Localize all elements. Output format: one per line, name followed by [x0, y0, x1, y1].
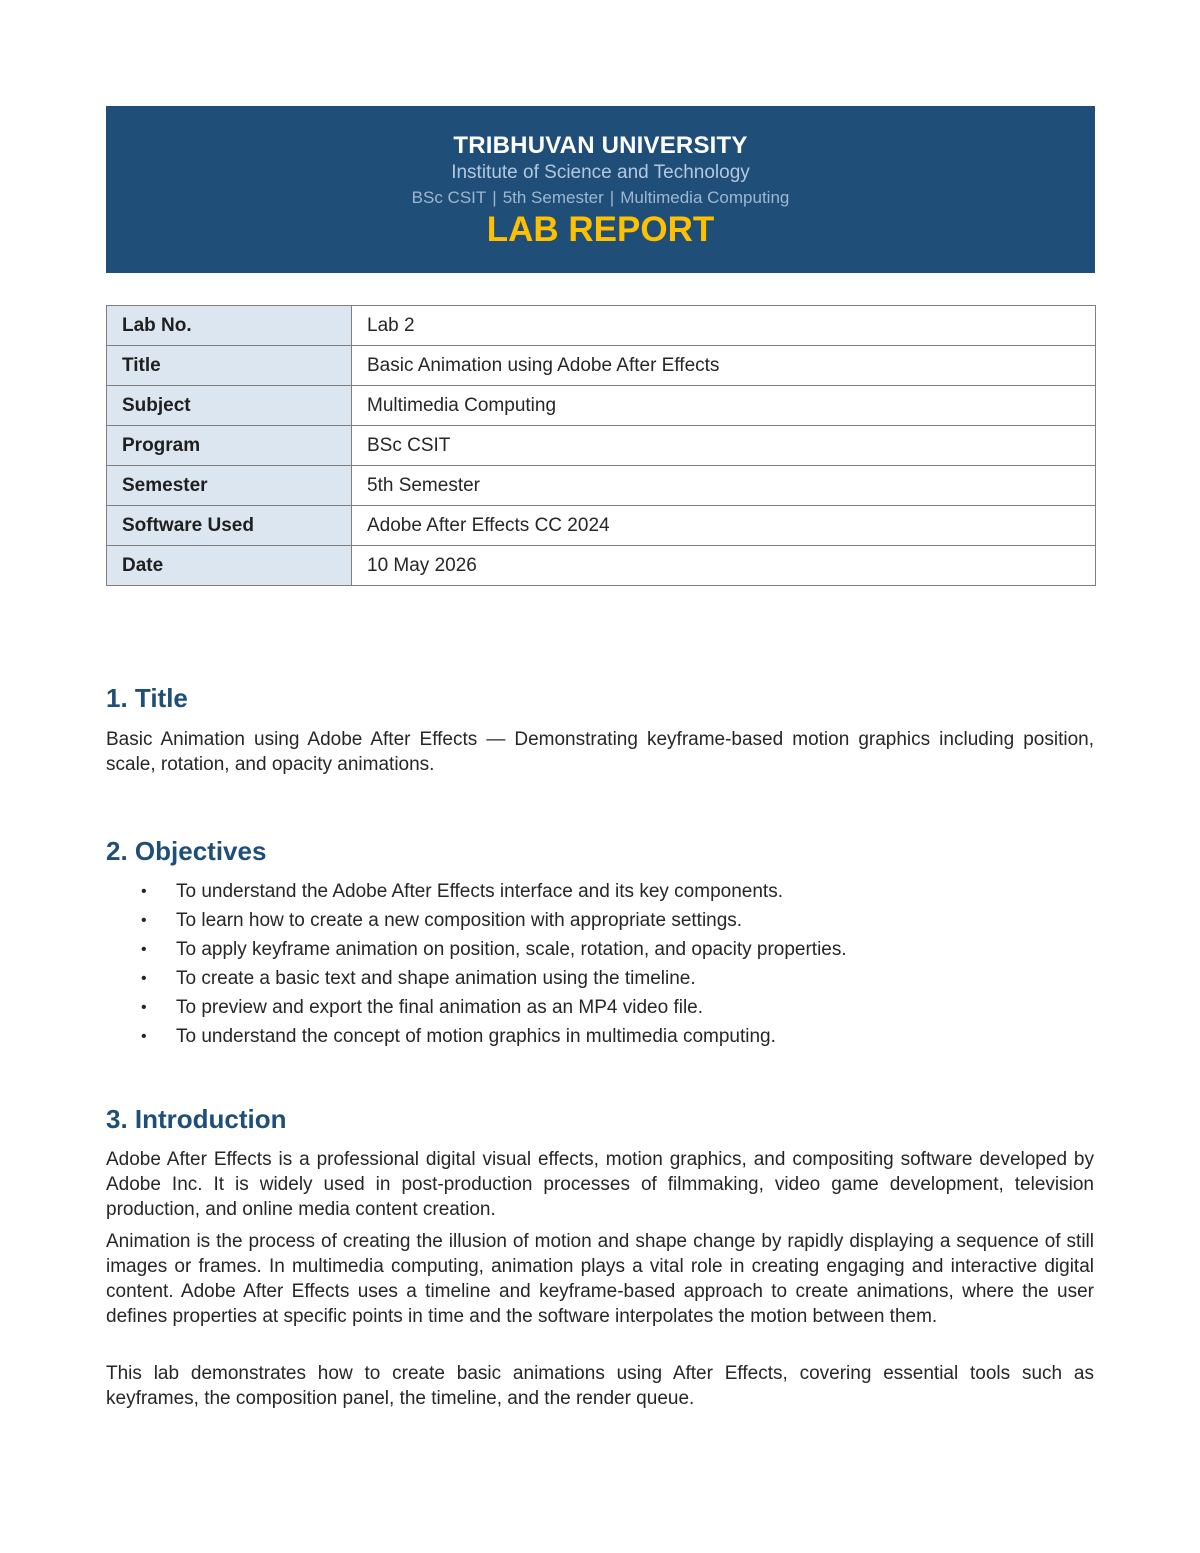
row-value: 5th Semester	[352, 466, 1096, 506]
objective-text: To preview and export the final animation as an MP4 video file.	[176, 997, 704, 1018]
table-row	[107, 546, 1096, 586]
university-name: TRIBHUVAN UNIVERSITY	[453, 132, 748, 159]
list-item	[106, 935, 1094, 964]
section-heading-introduction: 3. Introduction	[106, 1104, 287, 1134]
table-row	[107, 346, 1096, 386]
row-key: Lab No.	[107, 306, 352, 346]
row-key: Subject	[107, 386, 352, 426]
program-subject: Multimedia Computing	[620, 188, 790, 207]
table-row	[107, 306, 1096, 346]
intro-paragraph: This lab demonstrates how to create basic animations using After Effects, covering essential tools such as keyframes, the composition panel, the timeline, and the render queue.	[106, 1363, 1094, 1409]
section-heading-title: 1. Title	[106, 683, 188, 713]
row-value: Multimedia Computing	[352, 386, 1096, 426]
bullet-icon: •	[141, 883, 147, 900]
bullet-icon: •	[141, 941, 147, 958]
objectives-list	[106, 877, 1094, 1051]
table-row	[107, 386, 1096, 426]
list-item	[106, 877, 1094, 906]
row-value: Lab 2	[352, 306, 1096, 346]
institute-name: Institute of Science and Technology	[451, 162, 750, 183]
program-degree: BSc CSIT	[411, 188, 487, 207]
table-row	[107, 466, 1096, 506]
intro-paragraph: Adobe After Effects is a professional digital visual effects, motion graphics, and compositing software developed by Adobe Inc. It is widely used in post-production processes of filmmaking, video game development, television production, and online media content creation.	[106, 1149, 1094, 1220]
objective-text: To create a basic text and shape animation using the timeline.	[176, 968, 696, 989]
table-row	[107, 426, 1096, 466]
separator: |	[609, 188, 615, 207]
bullet-icon: •	[141, 999, 147, 1016]
objective-text: To learn how to create a new composition with appropriate settings.	[176, 910, 743, 931]
list-item	[106, 964, 1094, 993]
row-value: Adobe After Effects CC 2024	[352, 506, 1096, 546]
title-description: Basic Animation using Adobe After Effects — Demonstrating keyframe-based motion graphics including position, scale, rotation, and opacity animations.	[106, 729, 1094, 775]
list-item	[106, 993, 1094, 1022]
bullet-icon: •	[141, 970, 147, 987]
row-value: 10 May 2026	[352, 546, 1096, 586]
row-key: Date	[107, 546, 352, 586]
program-semester: 5th Semester	[502, 188, 604, 207]
intro-paragraph: Animation is the process of creating the illusion of motion and shape change by rapidly displaying a sequence of still images or frames. In multimedia computing, animation plays a vital role in creating engaging and interactive digital content. Adobe After Effects uses a timeline and keyframe-based approach to create animations, where the user defines properties at specific points in time and the software interpolates the motion between them.	[106, 1231, 1094, 1327]
header-banner	[106, 106, 1095, 273]
bullet-icon: •	[141, 1028, 147, 1045]
objective-text: To apply keyframe animation on position, scale, rotation, and opacity properties.	[176, 939, 847, 960]
table-row	[107, 506, 1096, 546]
objective-text: To understand the concept of motion graphics in multimedia computing.	[176, 1026, 776, 1047]
objective-text: To understand the Adobe After Effects interface and its key components.	[176, 881, 783, 902]
row-key: Software Used	[107, 506, 352, 546]
row-value: BSc CSIT	[352, 426, 1096, 466]
list-item	[106, 1022, 1094, 1051]
row-key: Title	[107, 346, 352, 386]
lab-info-table	[106, 305, 1096, 586]
program-line	[106, 188, 1095, 208]
report-title: LAB REPORT	[486, 210, 715, 249]
row-key: Program	[107, 426, 352, 466]
row-key: Semester	[107, 466, 352, 506]
row-value: Basic Animation using Adobe After Effects	[352, 346, 1096, 386]
bullet-icon: •	[141, 912, 147, 929]
list-item	[106, 906, 1094, 935]
separator: |	[492, 188, 497, 207]
section-heading-objectives: 2. Objectives	[106, 836, 267, 866]
